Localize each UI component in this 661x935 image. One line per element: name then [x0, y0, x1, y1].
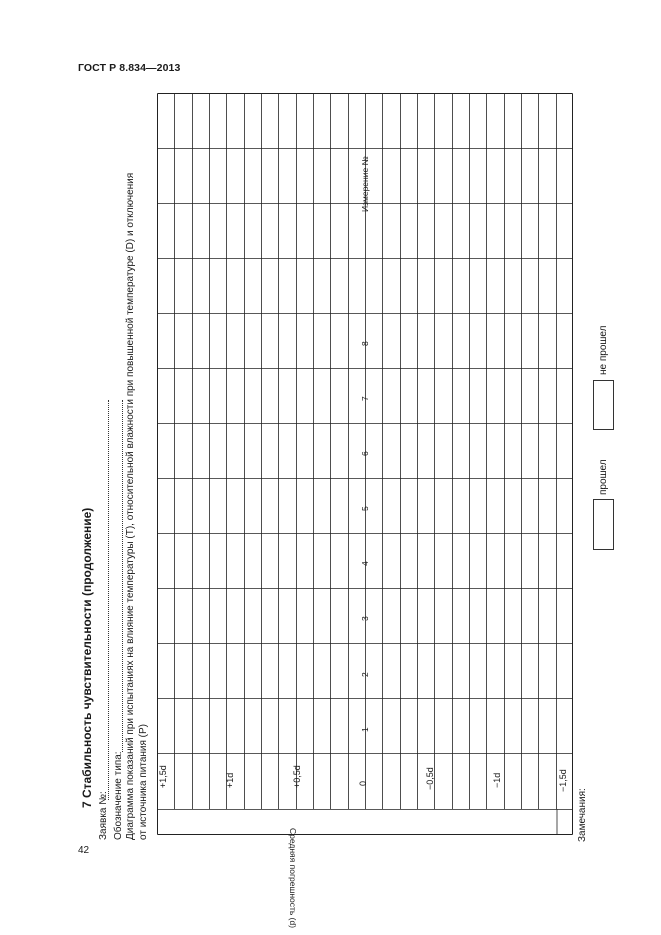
measurement-number-2: 2 — [360, 672, 370, 677]
type-field[interactable] — [122, 400, 123, 752]
page-number: 42 — [78, 845, 90, 856]
document-header: ГОСТ Р 8.834—2013 — [78, 62, 181, 74]
failed-label: не прошел — [598, 325, 609, 375]
failed-checkbox[interactable] — [593, 380, 614, 430]
measurement-number-5: 5 — [360, 506, 370, 511]
deviation-label-minus-1: −1d — [492, 772, 502, 788]
x-axis-title: Измерение № — [360, 156, 370, 212]
type-label: Обозначение типа: — [113, 751, 124, 840]
deviation-label-plus-1: +1d — [225, 772, 235, 788]
passed-checkbox[interactable] — [593, 499, 614, 550]
deviation-label-zero: 0 — [358, 780, 368, 786]
measurement-number-6: 6 — [360, 451, 370, 456]
deviation-label-plus-0-5: +0,5d — [292, 765, 302, 788]
measurement-number-4: 4 — [360, 561, 370, 566]
deviation-label-minus-1-5: −1,5d — [558, 769, 568, 792]
deviation-label-plus-1-5: +1,5d — [158, 765, 168, 788]
measurement-number-1: 1 — [360, 727, 370, 732]
measurement-number-3: 3 — [360, 616, 370, 621]
diagram-caption-line1: Диаграмма показаний при испытаниях на влияние температуры (T), относительной влажности при повышенной температуре (D) и отключения — [125, 172, 136, 840]
measurement-number-7: 7 — [360, 396, 370, 401]
y-axis-title: Средняя погрешность (d) — [288, 828, 298, 929]
remarks-label: Замечания: — [577, 788, 588, 842]
application-label: Заявка №: — [98, 791, 109, 840]
measurement-number-8: 8 — [360, 341, 370, 346]
diagram-caption-line2: от источника питания (P) — [138, 723, 149, 840]
application-field[interactable] — [108, 400, 109, 800]
deviation-label-minus-0-5: −0,5d — [425, 767, 435, 790]
passed-label: прошел — [598, 459, 609, 495]
section-title: 7 Стабильность чувствительности (продолжение) — [80, 507, 94, 808]
